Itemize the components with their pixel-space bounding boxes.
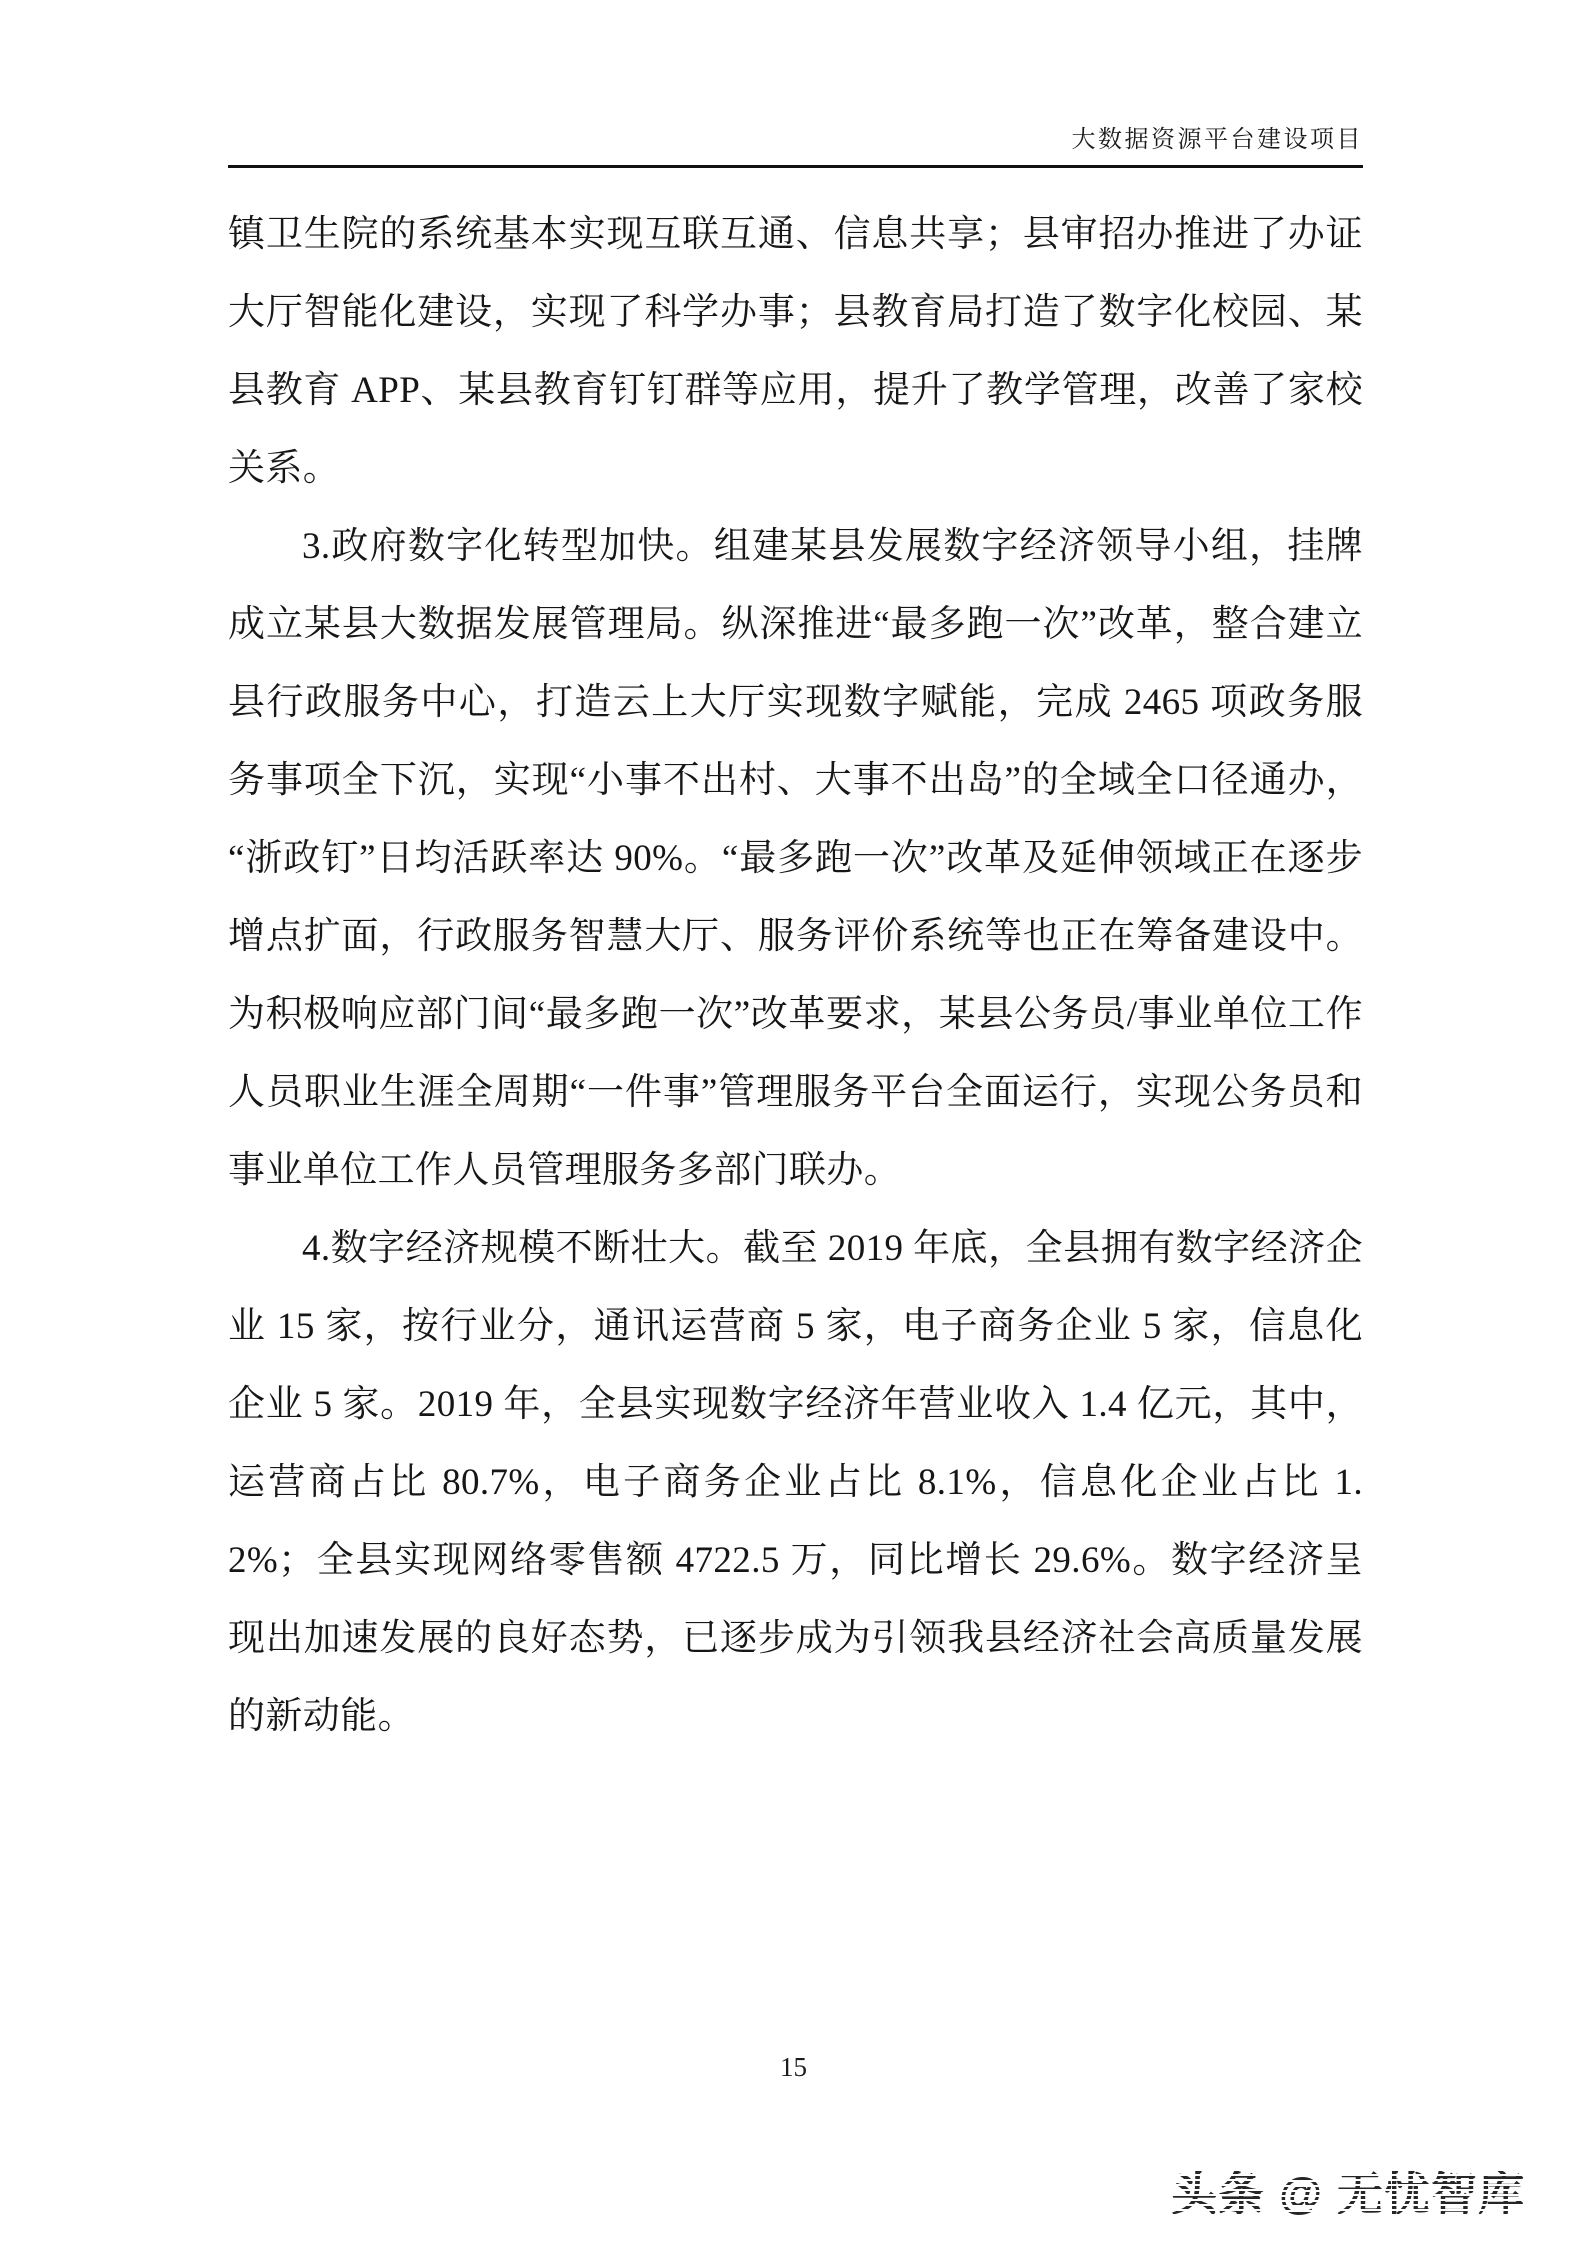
paragraph-continuation: 镇卫生院的系统基本实现互联互通、信息共享；县审招办推进了办证大厅智能化建设，实现了科学办事；县教育局打造了数字化校园、某县教育 APP、某县教育钉钉群等应用，提升了教学管理，改善了家校关系。 [228, 214, 1363, 489]
paragraph-digital-economy-scale: 4.数字经济规模不断壮大。截至 2019 年底，全县拥有数字经济企业 15 家，按行业分，通讯运营商 5 家，电子商务企业 5 家，信息化企业 5 家。2019 年，全县实现数字经济年营业收入 1.4 亿元，其中，运营商占比 80.7%，电子商务企业占比 8.1%，信息化企业占比 1.2%；全县实现网络零售额 4722.5 万，同比增长 29.6%。数字经济呈现出加速发展的良好态势，已逐步成为引领我县经济社会高质量发展的新动能。 [228, 1228, 1363, 1737]
header-title: 大数据资源平台建设项目 [1071, 127, 1363, 153]
page-number: 15 [780, 2052, 807, 2082]
watermark-at-icon: @ [1279, 2169, 1323, 2218]
watermark-account: 无忧智库 [1337, 2168, 1525, 2220]
watermark-brand: 头条 [1171, 2168, 1266, 2220]
document-body [228, 196, 1363, 1756]
paragraph-government-digital-transformation: 3.政府数字化转型加快。组建某县发展数字经济领导小组，挂牌成立某县大数据发展管理局。纵深推进“最多跑一次”改革，整合建立县行政服务中心，打造云上大厅实现数字赋能，完成 2465 项政务服务事项全下沉，实现“小事不出村、大事不出岛”的全域全口径通办，“浙政钉”日均活跃率达 90%。“最多跑一次”改革及延伸领域正在逐步增点扩面，行政服务智慧大厅、服务评价系统等也正在筹备建设中。为积极响应部门间“最多跑一次”改革要求，某县公务员/事业单位工作人员职业生涯全周期“一件事”管理服务平台全面运行，实现公务员和事业单位工作人员管理服务多部门联办。 [228, 526, 1363, 1191]
watermark [1171, 2168, 1525, 2220]
header-divider [228, 165, 1363, 168]
page-header [228, 108, 1363, 168]
